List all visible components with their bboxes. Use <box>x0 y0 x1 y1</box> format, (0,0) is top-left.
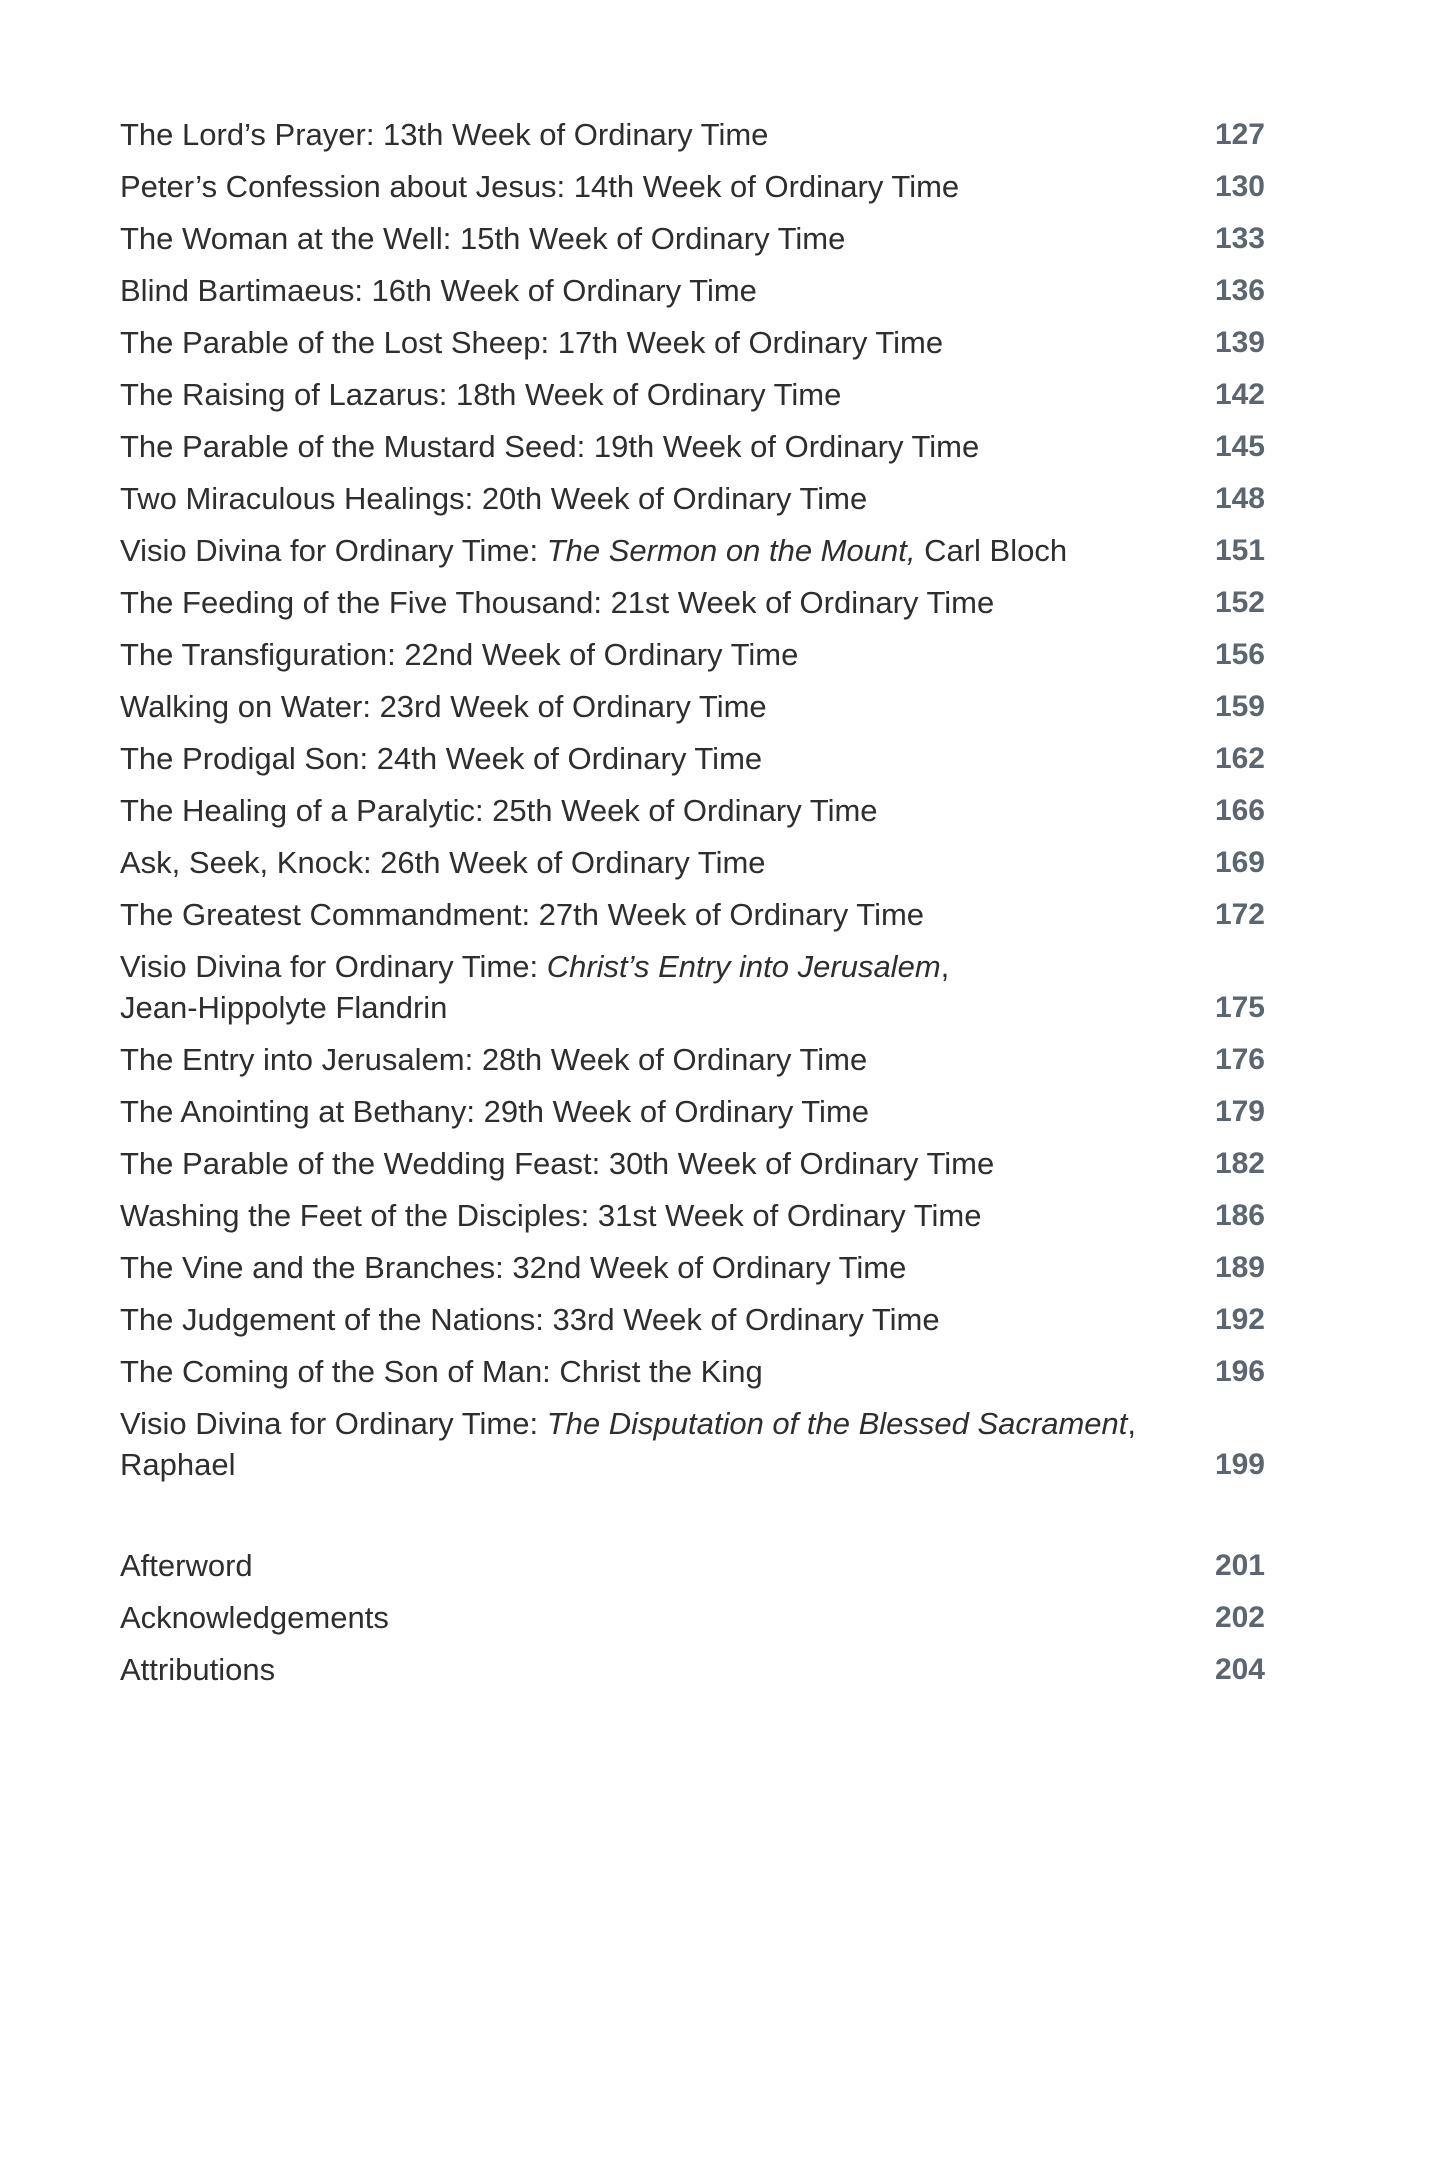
toc-entry-page: 130 <box>1214 170 1265 203</box>
toc-entry-title-line2: Jean-Hippolyte Flandrin <box>120 990 448 1025</box>
toc-entry-page: 162 <box>1214 742 1265 775</box>
toc-entry-title-line1 <box>120 1403 1145 1444</box>
toc-entry-page: 172 <box>1214 898 1265 931</box>
toc-entry[interactable] <box>120 1247 1265 1288</box>
toc-entry[interactable] <box>120 1351 1265 1392</box>
toc-entry-title-prefix: Visio Divina for Ordinary Time: <box>120 949 547 984</box>
toc-entry[interactable] <box>120 114 1265 155</box>
toc-entry-acknowledgements[interactable] <box>120 1597 1265 1638</box>
toc-entry-title: The Woman at the Well: 15th Week of Ordinary Time <box>120 221 846 256</box>
toc-entry-page: 148 <box>1214 482 1265 515</box>
toc-entry-page: 169 <box>1214 846 1265 879</box>
toc-entry[interactable] <box>120 634 1265 675</box>
toc-entry-visio-divina[interactable] <box>120 530 1265 571</box>
toc-entry[interactable] <box>120 426 1265 467</box>
toc-entry[interactable] <box>120 1143 1265 1184</box>
toc-entry-page: 166 <box>1214 794 1265 827</box>
toc-entry-page: 136 <box>1214 274 1265 307</box>
toc-entry-title: Washing the Feet of the Disciples: 31st Week of Ordinary Time <box>120 1198 982 1233</box>
toc-entry-title: Ask, Seek, Knock: 26th Week of Ordinary Time <box>120 845 766 880</box>
toc-entry-title-suffix: , <box>1127 1406 1137 1441</box>
toc-entry[interactable] <box>120 790 1265 831</box>
toc-entry-attributions[interactable] <box>120 1649 1265 1690</box>
artwork-title: Christ’s Entry into Jerusalem <box>546 949 941 984</box>
toc-entry-title: The Vine and the Branches: 32nd Week of Ordinary Time <box>120 1250 907 1285</box>
toc-entry-title: The Entry into Jerusalem: 28th Week of Ordinary Time <box>120 1042 868 1077</box>
toc-entry-page: 175 <box>1214 991 1265 1024</box>
artwork-title: The Sermon on the Mount, <box>546 533 916 568</box>
toc-entry[interactable] <box>120 686 1265 727</box>
toc-entry-page: 196 <box>1214 1355 1265 1388</box>
toc-entry-visio-divina[interactable] <box>120 1403 1265 1485</box>
toc-entry-title: The Transfiguration: 22nd Week of Ordinary Time <box>120 637 799 672</box>
toc-entry[interactable] <box>120 218 1265 259</box>
toc-entry-title: The Parable of the Wedding Feast: 30th Week of Ordinary Time <box>120 1146 995 1181</box>
toc-entry-title: The Prodigal Son: 24th Week of Ordinary Time <box>120 741 763 776</box>
section-gap <box>120 1496 1265 1545</box>
toc-entry-title-line2: Raphael <box>120 1447 236 1482</box>
toc-entry-title <box>120 946 1185 1028</box>
toc-entry-visio-divina[interactable] <box>120 946 1265 1028</box>
toc-entry[interactable] <box>120 374 1265 415</box>
toc-entry-page: 152 <box>1214 586 1265 619</box>
toc-entry-title: The Healing of a Paralytic: 25th Week of Ordinary Time <box>120 793 878 828</box>
toc-entry-title: Attributions <box>120 1652 276 1687</box>
toc-entry[interactable] <box>120 1091 1265 1132</box>
toc-entry-title: The Raising of Lazarus: 18th Week of Ordinary Time <box>120 377 842 412</box>
toc-entry[interactable] <box>120 270 1265 311</box>
toc-entry-title-prefix: Visio Divina for Ordinary Time: <box>120 533 547 568</box>
toc-entry-title-line1 <box>120 946 1145 987</box>
toc-entry-title: Afterword <box>120 1548 253 1583</box>
toc-entry-title: Walking on Water: 23rd Week of Ordinary Time <box>120 689 767 724</box>
toc-entry-title: The Parable of the Mustard Seed: 19th Week of Ordinary Time <box>120 429 980 464</box>
toc-entry-page: 142 <box>1214 378 1265 411</box>
toc-entry-page: 145 <box>1214 430 1265 463</box>
toc-entry-page: 176 <box>1214 1043 1265 1076</box>
toc-entry[interactable] <box>120 1195 1265 1236</box>
toc-entry-title-suffix: Carl Bloch <box>915 533 1068 568</box>
toc-entry[interactable] <box>120 582 1265 623</box>
table-of-contents <box>120 114 1265 1701</box>
toc-entry-page: 192 <box>1214 1303 1265 1336</box>
toc-entry-page: 139 <box>1214 326 1265 359</box>
toc-entry[interactable] <box>120 478 1265 519</box>
toc-entry-page: 151 <box>1214 534 1265 567</box>
toc-entry-title: The Lord’s Prayer: 13th Week of Ordinary Time <box>120 117 769 152</box>
toc-entry-afterword[interactable] <box>120 1545 1265 1586</box>
toc-entry-title <box>120 1403 1185 1485</box>
toc-entry-title: Acknowledgements <box>120 1600 389 1635</box>
toc-entry-page: 202 <box>1214 1601 1265 1634</box>
toc-entry-title-prefix: Visio Divina for Ordinary Time: <box>120 1406 547 1441</box>
toc-entry-title: The Anointing at Bethany: 29th Week of Ordinary Time <box>120 1094 870 1129</box>
toc-entry-title <box>120 530 1185 571</box>
toc-entry-title: Blind Bartimaeus: 16th Week of Ordinary Time <box>120 273 757 308</box>
toc-entry-title: The Greatest Commandment: 27th Week of Ordinary Time <box>120 897 925 932</box>
toc-entry-page: 201 <box>1214 1549 1265 1582</box>
toc-entry-title: Two Miraculous Healings: 20th Week of Ordinary Time <box>120 481 868 516</box>
toc-entry-page: 159 <box>1214 690 1265 723</box>
toc-entry[interactable] <box>120 1039 1265 1080</box>
toc-entry-page: 204 <box>1214 1653 1265 1686</box>
toc-entry-title: Peter’s Confession about Jesus: 14th Week of Ordinary Time <box>120 169 960 204</box>
toc-entry-page: 189 <box>1214 1251 1265 1284</box>
toc-entry[interactable] <box>120 1299 1265 1340</box>
toc-entry-page: 186 <box>1214 1199 1265 1232</box>
toc-entry-title: The Judgement of the Nations: 33rd Week of Ordinary Time <box>120 1302 940 1337</box>
toc-entry[interactable] <box>120 166 1265 207</box>
toc-entry-title: The Coming of the Son of Man: Christ the King <box>120 1354 763 1389</box>
toc-entry-page: 127 <box>1214 118 1265 151</box>
toc-entry-page: 133 <box>1214 222 1265 255</box>
toc-entry[interactable] <box>120 322 1265 363</box>
toc-entry[interactable] <box>120 738 1265 779</box>
artwork-title: The Disputation of the Blessed Sacrament <box>546 1406 1128 1441</box>
toc-entry-page: 182 <box>1214 1147 1265 1180</box>
toc-entry-title: The Feeding of the Five Thousand: 21st Week of Ordinary Time <box>120 585 995 620</box>
toc-entry-page: 156 <box>1214 638 1265 671</box>
toc-entry[interactable] <box>120 842 1265 883</box>
toc-entry-title-suffix: , <box>940 949 950 984</box>
toc-entry[interactable] <box>120 894 1265 935</box>
toc-entry-title: The Parable of the Lost Sheep: 17th Week of Ordinary Time <box>120 325 944 360</box>
toc-entry-page: 199 <box>1214 1448 1265 1481</box>
toc-entry-page: 179 <box>1214 1095 1265 1128</box>
